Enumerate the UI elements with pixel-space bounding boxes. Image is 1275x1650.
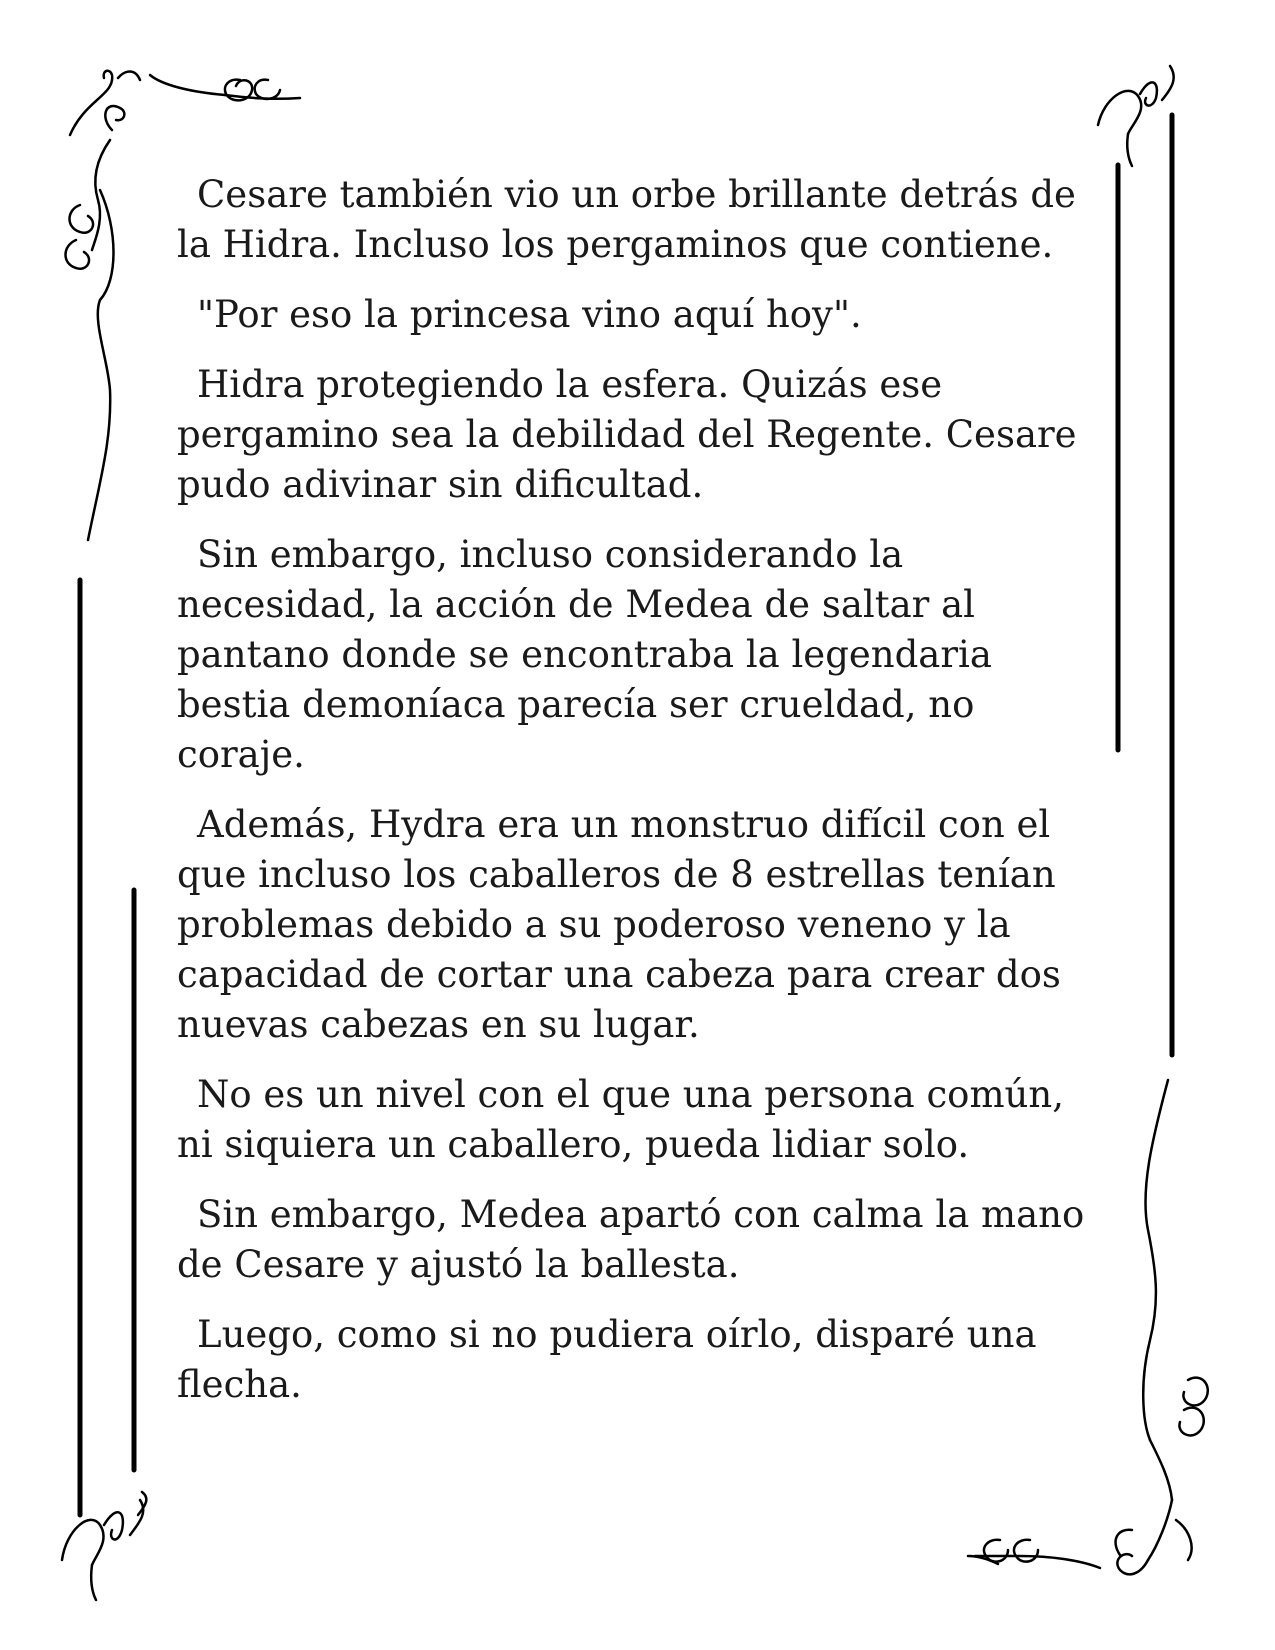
paragraph: Cesare también vio un orbe brillante detrás de la Hidra. Incluso los pergaminos que contiene. [177, 173, 1076, 266]
flourish-bottom-left [62, 1492, 146, 1600]
paragraph: Luego, como si no pudiera oírlo, disparé una flecha. [177, 1313, 1037, 1406]
paragraph: Sin embargo, incluso considerando la necesidad, la acción de Medea de saltar al pantano donde se encontraba la legendaria bestia demoníaca parecía ser crueldad, no coraje. [177, 533, 992, 776]
paragraph: Hidra protegiendo la esfera. Quizás ese pergamino sea la debilidad del Regente. Cesare pudo adivinar sin dificultad. [177, 363, 1077, 506]
paragraph: No es un nivel con el que una persona común, ni siquiera un caballero, pueda lidiar solo. [177, 1073, 1064, 1166]
body-text [177, 170, 1107, 1430]
paragraph: Además, Hydra era un monstruo difícil con el que incluso los caballeros de 8 estrellas tenían problemas debido a su poderoso veneno y la capacidad de cortar una cabeza para crear dos nuevas cabezas en su lugar. [177, 803, 1061, 1046]
flourish-top-right [1098, 66, 1174, 166]
paragraph: "Por eso la princesa vino aquí hoy". [197, 293, 862, 336]
paragraph: Sin embargo, Medea apartó con calma la mano de Cesare y ajustó la ballesta. [177, 1193, 1085, 1286]
